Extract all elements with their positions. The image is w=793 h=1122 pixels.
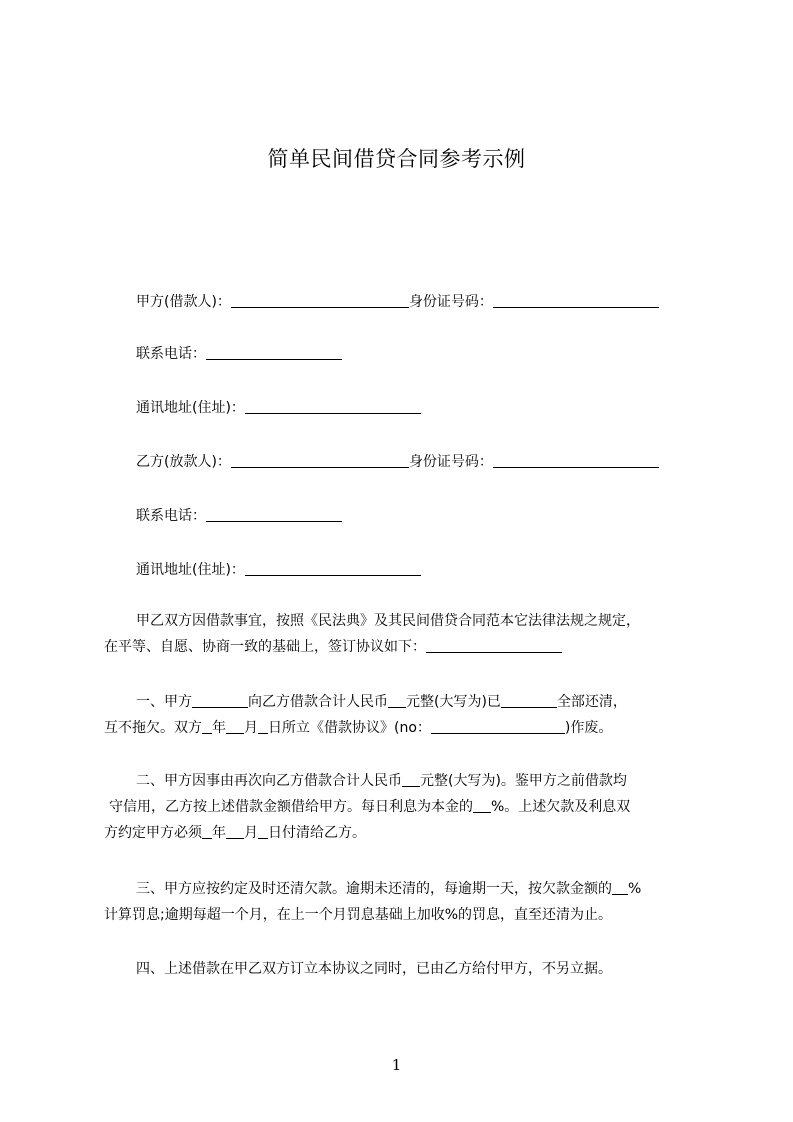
clause-2-line-2 (104, 794, 700, 820)
clause-2-line-1 (104, 768, 700, 794)
party-a-address-blank[interactable] (245, 398, 421, 414)
party-a-name-blank[interactable] (231, 292, 409, 308)
party-b-phone-blank[interactable] (206, 506, 342, 522)
page-title: 简单民间借贷合同参考示例 (267, 147, 526, 171)
party-a-address-row (136, 398, 421, 418)
clause-2-year-label: 年 (212, 825, 226, 841)
clause-1-blank-day[interactable] (258, 718, 268, 734)
clause-2-month-label: 月 (244, 825, 258, 841)
intro-paragraph (104, 608, 700, 660)
clause-1 (104, 689, 700, 741)
clause-1-text-c: 元整(大写为)已 (406, 694, 501, 710)
party-b-name-blank[interactable] (231, 452, 409, 468)
clause-1-blank-status[interactable] (501, 692, 557, 708)
page-number: 1 (391, 1056, 402, 1074)
clause-1-text-e: 互不拖欠。双方 (104, 720, 202, 736)
party-a-phone-row (136, 344, 342, 364)
clause-1-blank-agreement-no[interactable] (431, 718, 565, 734)
clause-3-line-1 (104, 876, 700, 902)
clause-1-month-label: 月 (244, 720, 258, 736)
clause-1-year-label: 年 (212, 720, 226, 736)
clause-3-blank-rate[interactable] (612, 879, 628, 895)
party-b-label: 乙方(放款人)： (136, 454, 231, 470)
party-b-phone-row (136, 506, 342, 526)
clause-3-text-b: % (628, 881, 642, 897)
clause-2-blank-rate[interactable] (473, 797, 491, 813)
clause-1-blank-amount[interactable] (388, 692, 406, 708)
party-a-id-blank[interactable] (493, 292, 659, 308)
clause-1-line-2 (104, 715, 700, 741)
clause-1-line-1 (104, 689, 700, 715)
intro-line-1: 甲乙双方因借款事宜，按照《民法典》及其民间借贷合同范本它法律法规之规定， (136, 613, 640, 629)
clause-1-text-b: 向乙方借款合计人民币 (248, 694, 388, 710)
clause-3-line-2: 计算罚息;逾期每超一个月，在上一个月罚息基础上加收%的罚息，直至还清为止。 (104, 907, 613, 923)
party-b-id-label: 身份证号码： (408, 454, 493, 470)
clause-1-day-label: 日所立《借款协议》(no： (268, 720, 431, 736)
clause-3-text-a: 三、甲方应按约定及时还清欠款。逾期未还清的，每逾期一天，按欠款金额的 (136, 881, 612, 897)
intro-line-2-text: 在平等、自愿、协商一致的基础上，签订协议如下： (104, 639, 426, 655)
clause-1-text-d: 全部还清， (556, 694, 627, 710)
clause-1-text-f: )作废。 (564, 720, 613, 736)
clause-2-text-e: 方约定甲方必须 (104, 825, 202, 841)
party-a-phone-label: 联系电话： (136, 346, 206, 362)
party-b-address-row (136, 560, 421, 580)
clause-2-text-c: 守信用，乙方按上述借款金额借给甲方。每日利息为本金的 (109, 799, 473, 815)
clause-1-blank-year[interactable] (202, 718, 212, 734)
intro-blank[interactable] (426, 637, 562, 653)
clause-1-blank-month[interactable] (226, 718, 244, 734)
clause-2-blank-amount[interactable] (402, 771, 420, 787)
party-a-row (136, 292, 659, 312)
clause-2-text-b: 元整(大写为)。鉴甲方之前借款均 (420, 773, 627, 789)
party-a-label: 甲方(借款人)： (136, 294, 231, 310)
clause-4-line-1: 四、上述借款在甲乙双方订立本协议之同时，已由乙方给付甲方，不另立据。 (136, 961, 612, 977)
intro-line-2 (104, 634, 700, 660)
party-b-address-label: 通讯地址(住址)： (136, 562, 245, 578)
party-b-address-blank[interactable] (245, 560, 421, 576)
clause-1-blank-name[interactable] (192, 692, 248, 708)
party-a-id-label: 身份证号码： (408, 294, 493, 310)
clause-2-blank-year[interactable] (202, 823, 212, 839)
party-a-address-label: 通讯地址(住址)： (136, 400, 245, 416)
clause-2-line-3 (104, 820, 700, 846)
clause-2-text-f: 日付清给乙方。 (268, 825, 366, 841)
party-b-id-blank[interactable] (493, 452, 659, 468)
party-a-phone-blank[interactable] (206, 344, 342, 360)
clause-1-text-a: 一、甲方 (136, 694, 192, 710)
clause-2 (104, 768, 700, 846)
party-b-phone-label: 联系电话： (136, 508, 206, 524)
clause-2-text-a: 二、甲方因事由再次向乙方借款合计人民币 (136, 773, 402, 789)
clause-2-blank-day[interactable] (258, 823, 268, 839)
clause-4 (104, 956, 700, 982)
party-b-row (136, 452, 659, 472)
clause-2-blank-month[interactable] (226, 823, 244, 839)
clause-2-text-d: %。上述欠款及利息双 (491, 799, 631, 815)
clause-3 (104, 876, 700, 928)
